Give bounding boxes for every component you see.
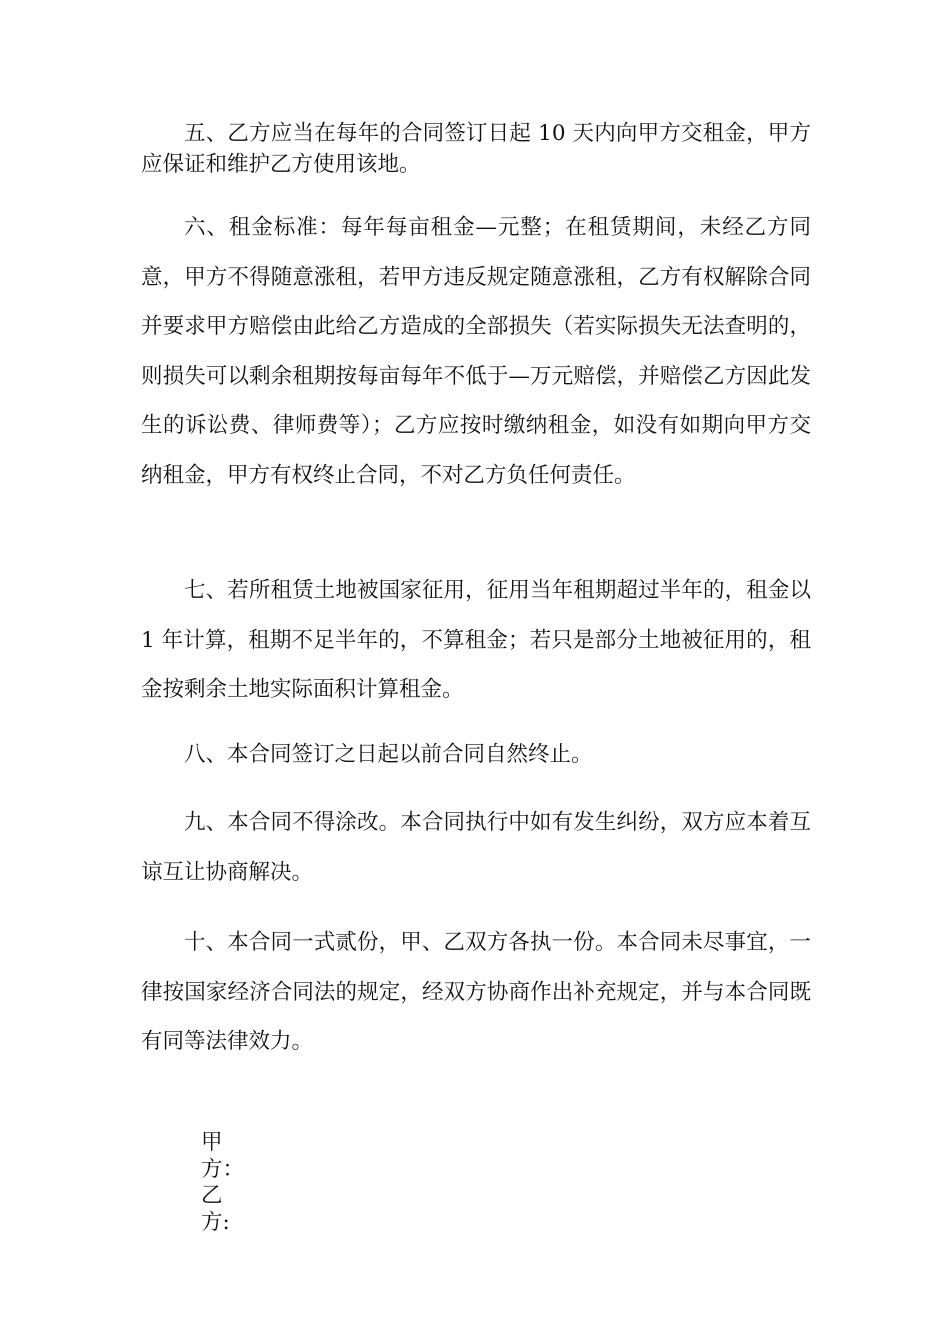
- signature-block: [201, 1130, 245, 1236]
- party-a-label-line2: 方：: [201, 1156, 245, 1182]
- clause-7: 七、若所租赁土地被国家征用，征用当年租期超过半年的，租金以 1 年计算，租期不足半年的，不算租金；若只是部分土地被征用的，租金按剩余土地实际面积计算租金。: [141, 578, 811, 702]
- clause-9: 九、本合同不得涂改。本合同执行中如有发生纠纷，双方应本着互谅互让协商解决。: [141, 810, 811, 885]
- clause-5: 五、乙方应当在每年的合同签订日起 10 天内向甲方交租金，甲方应保证和维护乙方使用该地。: [141, 121, 811, 177]
- party-b-label-line1: 乙: [201, 1183, 223, 1208]
- clause-10: 十、本合同一式贰份，甲、乙双方各执一份。本合同未尽事宜，一律按国家经济合同法的规定，经双方协商作出补充规定，并与本合同既有同等法律效力。: [141, 930, 811, 1054]
- party-a-label-line1: 甲: [201, 1130, 223, 1155]
- party-b-label-line2: 方:: [201, 1209, 230, 1235]
- clause-8: 八、本合同签订之日起以前合同自然终止。: [184, 742, 593, 767]
- clause-6: 六、租金标准：每年每亩租金—元整；在租赁期间，未经乙方同意，甲方不得随意涨租，若甲方违反规定随意涨租，乙方有权解除合同并要求甲方赔偿由此给乙方造成的全部损失（若实际损失无法查明的，则损失可以剩余租期按每亩每年不低于—万元赔偿，并赔偿乙方因此发生的诉讼费、律师费等）；乙方应按时缴纳租金，如没有如期向甲方交纳租金，甲方有权终止合同，不对乙方负任何责任。: [141, 215, 811, 488]
